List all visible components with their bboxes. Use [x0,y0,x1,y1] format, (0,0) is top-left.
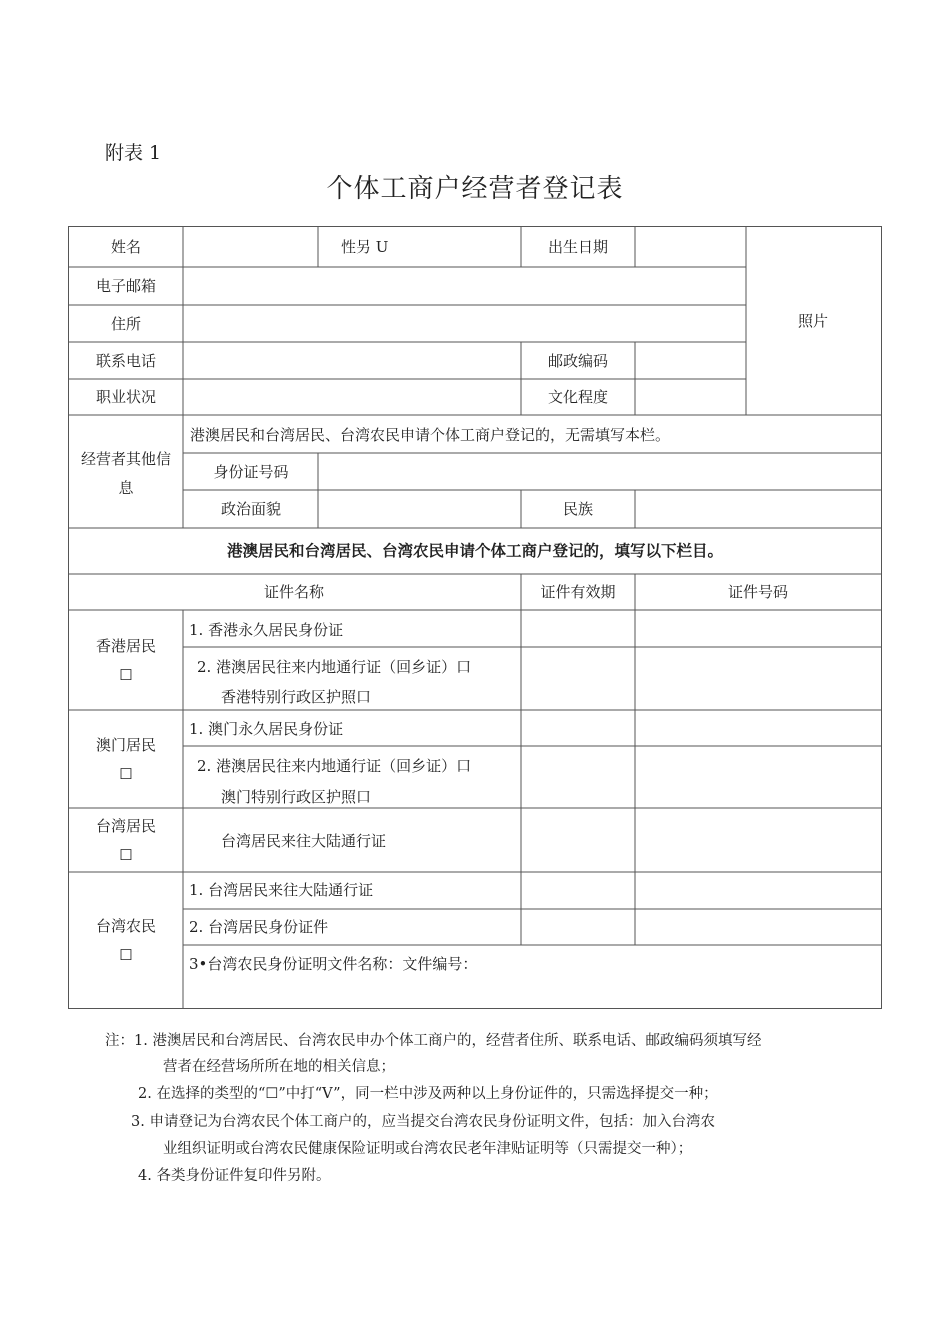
ethnicity-label: 民族 [562,500,594,518]
postcode-label: 邮政编码 [547,352,609,370]
occupation-label: 职业状况 [95,388,157,406]
other-info-label-line2: 息 [118,479,134,497]
taiwan-resident-checkbox[interactable]: ☐ [119,846,133,864]
appendix-label: 附表 1 [105,142,162,164]
name-label: 姓名 [110,238,142,256]
other-info-note: 港澳居民和台湾居民、台湾农民申请个体工商户登记的，无需填写本栏。 [190,426,671,444]
hk-cert-item-2-line2: 香港特别行政区护照口 [221,688,372,706]
note-3-line-2: 业组织证明或台湾农民健康保险证明或台湾农民老年津贴证明等（只需提交一种）； [163,1141,693,1157]
gender-label: 性另 U [341,238,389,256]
macau-checkbox[interactable]: ☐ [119,765,133,783]
section-heading: 港澳居民和台湾居民、台湾农民申请个体工商户登记的，填写以下栏目。 [226,542,724,560]
taiwan-farmer-cert-item-1: 1. 台湾居民来往大陆通行证 [189,881,374,899]
note-2: 2. 在选择的类型的“☐”中打“V”，同一栏中涉及两种以上身份证件的，只需选择提交一种； [138,1086,718,1102]
taiwan-farmer-cert-item-2: 2. 台湾居民身份证件 [189,918,329,936]
photo-label: 照片 [797,312,829,330]
form-title: 个体工商户经营者登记表 [326,174,624,204]
hk-cert-item-2-line1: 2. 港澳居民往来内地通行证（回乡证）口 [197,658,472,676]
cert-validity-header: 证件有效期 [540,583,616,601]
taiwan-farmer-checkbox[interactable]: ☐ [119,946,133,964]
registration-form-table [68,226,882,1009]
other-info-label-line1: 经营者其他信 [80,450,172,468]
macau-cert-item-2-line1: 2. 港澳居民往来内地通行证（回乡证）口 [197,757,472,775]
taiwan-farmer-label: 台湾农民 [95,917,157,935]
phone-label: 联系电话 [95,352,157,370]
cert-number-header: 证件号码 [727,583,789,601]
taiwan-resident-label: 台湾居民 [95,817,157,835]
note-4: 4. 各类身份证件复印件另附。 [138,1168,331,1184]
address-label: 住所 [110,315,142,333]
hk-checkbox[interactable]: ☐ [119,666,133,684]
macau-cert-item-2-line2: 澳门特别行政区护照口 [221,788,372,806]
macau-resident-label: 澳门居民 [95,736,157,754]
note-1-line-2: 营者在经营场所所在地的相关信息； [163,1059,395,1075]
macau-cert-item-1: 1. 澳门永久居民身份证 [189,720,344,738]
note-3-line-1: 3. 申请登记为台湾农民个体工商户的，应当提交台湾农民身份证明文件，包括：加入台湾农 [131,1114,715,1130]
note-1-line-1: 注：1. 港澳居民和台湾居民、台湾农民申办个体工商户的，经营者住所、联系电话、邮政编码须填写经 [105,1033,762,1049]
birth-date-label: 出生日期 [547,238,609,256]
hk-cert-item-1: 1. 香港永久居民身份证 [189,621,344,639]
education-label: 文化程度 [547,388,609,406]
political-status-label: 政治面貌 [220,500,282,518]
taiwan-farmer-cert-item-3: 3•台湾农民身份证明文件名称：文件编号： [189,955,478,973]
taiwan-resident-cert-item: 台湾居民来往大陆通行证 [221,832,387,850]
email-label: 电子邮箱 [95,277,157,295]
id-number-label: 身份证号码 [213,463,289,481]
cert-name-header: 证件名称 [263,583,325,601]
hk-resident-label: 香港居民 [95,637,157,655]
